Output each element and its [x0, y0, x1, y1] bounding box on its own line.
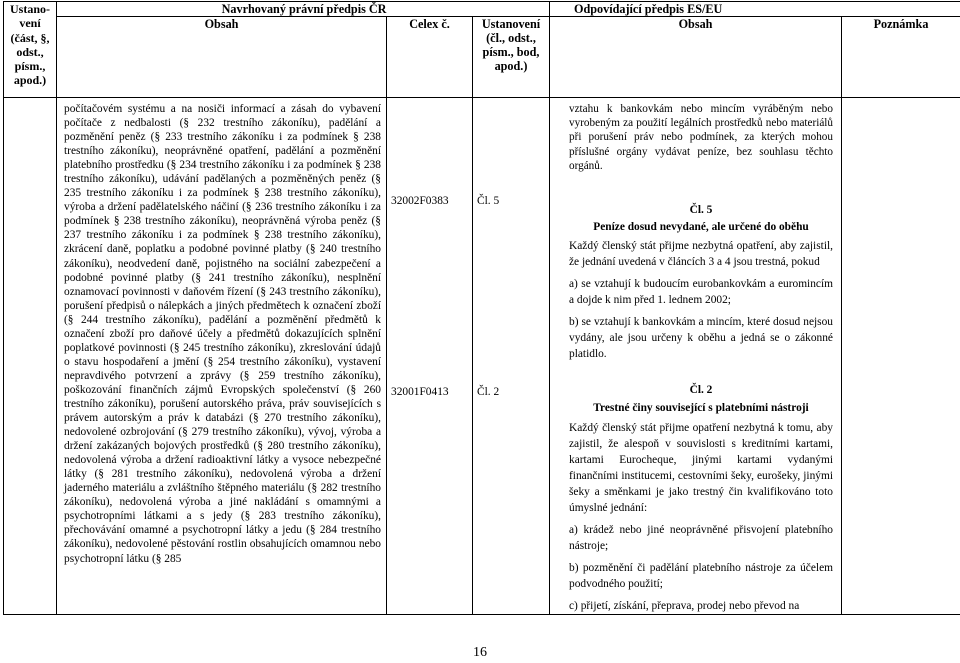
obsah-eu-header — [550, 17, 842, 98]
group-header-cz-text: Navrhovaný právní předpis ČR — [221, 2, 387, 16]
celex-number-2: 32001F0413 — [391, 386, 449, 398]
article-5-label: Čl. 5 — [689, 204, 713, 217]
group-header-eu-text: Odpovídající předpis ES/EU — [574, 2, 723, 16]
group-header-cz — [57, 2, 387, 17]
celex-header-text: Celex č. — [409, 17, 450, 31]
poznamka-header-text: Poznámka — [873, 17, 929, 31]
article-2-point-c: c) přijetí, získání, přeprava, prodej nebo převod na — [569, 600, 800, 613]
article-ref-2: Čl. 2 — [477, 386, 500, 398]
poznamka-header — [842, 17, 960, 98]
correlation-table — [3, 1, 960, 615]
article-2-text: Každý členský stát přijme opatření nezbytná k tomu, aby zajistil, že alespoň v souvislosti s kreditními kartami, kartami Eurocheque, jinými kartami vydanými finančními institucemi, cestovními šeky, eurošeky, jinými šeky a směnkami je jako trestný čin kvalifikováno toto úmyslné jednání: — [569, 422, 833, 515]
celex-cell — [387, 98, 473, 615]
group-header-eu — [550, 2, 960, 17]
article-ref-1: Čl. 5 — [477, 195, 500, 207]
ustanoveni-header-text: Ustano- vení (část, §, odst., písm., apod.) — [9, 2, 50, 88]
article-2-point-a: a) krádež nebo jiné neoprávněné přisvojení platebního nástroje; — [569, 524, 833, 553]
eu-intro-text: vztahu k bankovkám nebo mincím vyráběným nebo vyrobeným za použití legálních prostředků nebo materiálů při porušení práv nebo podmínek, za kterých mohou příslušné orgány vydávat peníze, bez souhlasu těchto orgánů. — [569, 103, 833, 172]
page-number: 16 — [473, 645, 487, 660]
eu-content — [550, 98, 841, 614]
ustanoveni-eu-header — [473, 17, 550, 98]
ustanoveni-eu-header-text: Ustanovení (čl., odst., písm., bod, apod.) — [481, 17, 541, 73]
article-2-title: Trestné činy související s platebními nástroji — [593, 402, 809, 415]
obsah-header-text: Obsah — [204, 17, 239, 31]
ustanoveni-header — [4, 2, 57, 98]
article-5-text: Každý členský stát přijme nezbytná opatření, aby zajistil, že jednání uvedená v článcích 3 a 4 jsou trestná, pokud — [569, 240, 833, 269]
article-5-title: Peníze dosud nevydané, ale určené do oběhu — [593, 221, 809, 234]
group-header-cz-spacer — [387, 2, 550, 17]
cz-content-text: počítačovém systému a na nosiči informací a zásah do vybavení počítače z nedbalosti (§ 232 trestního zákoníku), padělání a pozměnění peněz (§ 233 trestního zákoníku i za podmínek § 238 trestního zákoníku), neoprávněné opatření, padělání a pozměnění platebního prostředku (§ 234 trestního zákoníku i za podmínek § 238 trestního zákoníku), udávání padělaných a pozměněných peněz (§ 235 trestního zákoníku i za podmínek § 238 trestního zákoníku), výroba a držení padělatelského náčiní (§ 236 trestního zákoníku i za podmínek § 238 trestního zákoníku), neoprávněná výroba peněz (§ 237 trestního zákoníku i za podmínek § 238 trestního zákoníku), zkrácení daně, poplatku a podobné povinné platby (§ 240 trestního zákoníku), neodvedení daně, pojistného na sociální zabezpečení a podobné povinné platby (§ 241 trestního zákoníku), nesplnění oznamovací povinnosti v daňovém řízení (§ 243 trestního zákoníku), porušení předpisů o nálepkách a jiných předmětech k označení zboží (§ 244 trestního zákoníku), padělání a pozměnění předmětů k označení zboží pro daňové účely a předmětů dokazujících splnění poplatkové povinnosti (§ 245 trestního zákoníku), zkreslování údajů o stavu hospodaření a jmění (§ 254 trestního zákoníku), vystavení nepravdivého potvrzení a zprávy (§ 259 trestního zákoníku), poškozování finančních zájmů Evropských společenství (§ 260 trestního zákoníku), porušení autorského práva, práv souvisejících s právem autorským a práv k databázi (§ 270 trestního zákoníku), nedovolené ozbrojování (§ 279 trestního zákoníku), vývoj, výroba a držení zakázaných bojových prostředků (§ 280 trestního zákoníku), nedovolená výroba a držení radioaktivní látky a vysoce nebezpečné látky (§ 281 trestního zákoníku), nedovolená výroba a držení jaderného materiálu a zvláštního štěpného materiálu (§ 282 trestního zákoníku), nedovolená výroba a jiné nakládání s omamnými a psychotropními látkami a s jedy (§ 283 trestního zákoníku), přechovávání omamné a psychotropní látky a jedu (§ 284 trestního zákoníku), nedovolené pěstování rostlin obsahujících omamnou nebo psychotropní látku (§ 285 — [64, 103, 381, 565]
article-2-point-b: b) pozměnění či padělání platebního nástroje za účelem podvodného použití; — [569, 562, 833, 591]
celex-header — [387, 17, 473, 98]
article-cell — [473, 98, 550, 615]
obsah-eu-header-text: Obsah — [678, 17, 713, 31]
eu-content-cell — [550, 98, 842, 615]
celex-number-1: 32002F0383 — [391, 195, 449, 207]
cz-content-cell — [57, 98, 387, 615]
article-2-label: Čl. 2 — [689, 384, 713, 397]
poznamka-cell — [842, 98, 960, 615]
obsah-header — [57, 17, 387, 98]
ustanoveni-cell — [4, 98, 57, 615]
article-5-point-a: a) se vztahují k budoucím eurobankovkám a euromincím a dojde k nim před 1. lednem 2002; — [569, 278, 833, 307]
article-5-point-b: b) se vztahují k bankovkám a mincím, které dosud nejsou vydány, ale jsou určeny k oběhu a jedná se o zákonné platidlo. — [569, 316, 833, 361]
